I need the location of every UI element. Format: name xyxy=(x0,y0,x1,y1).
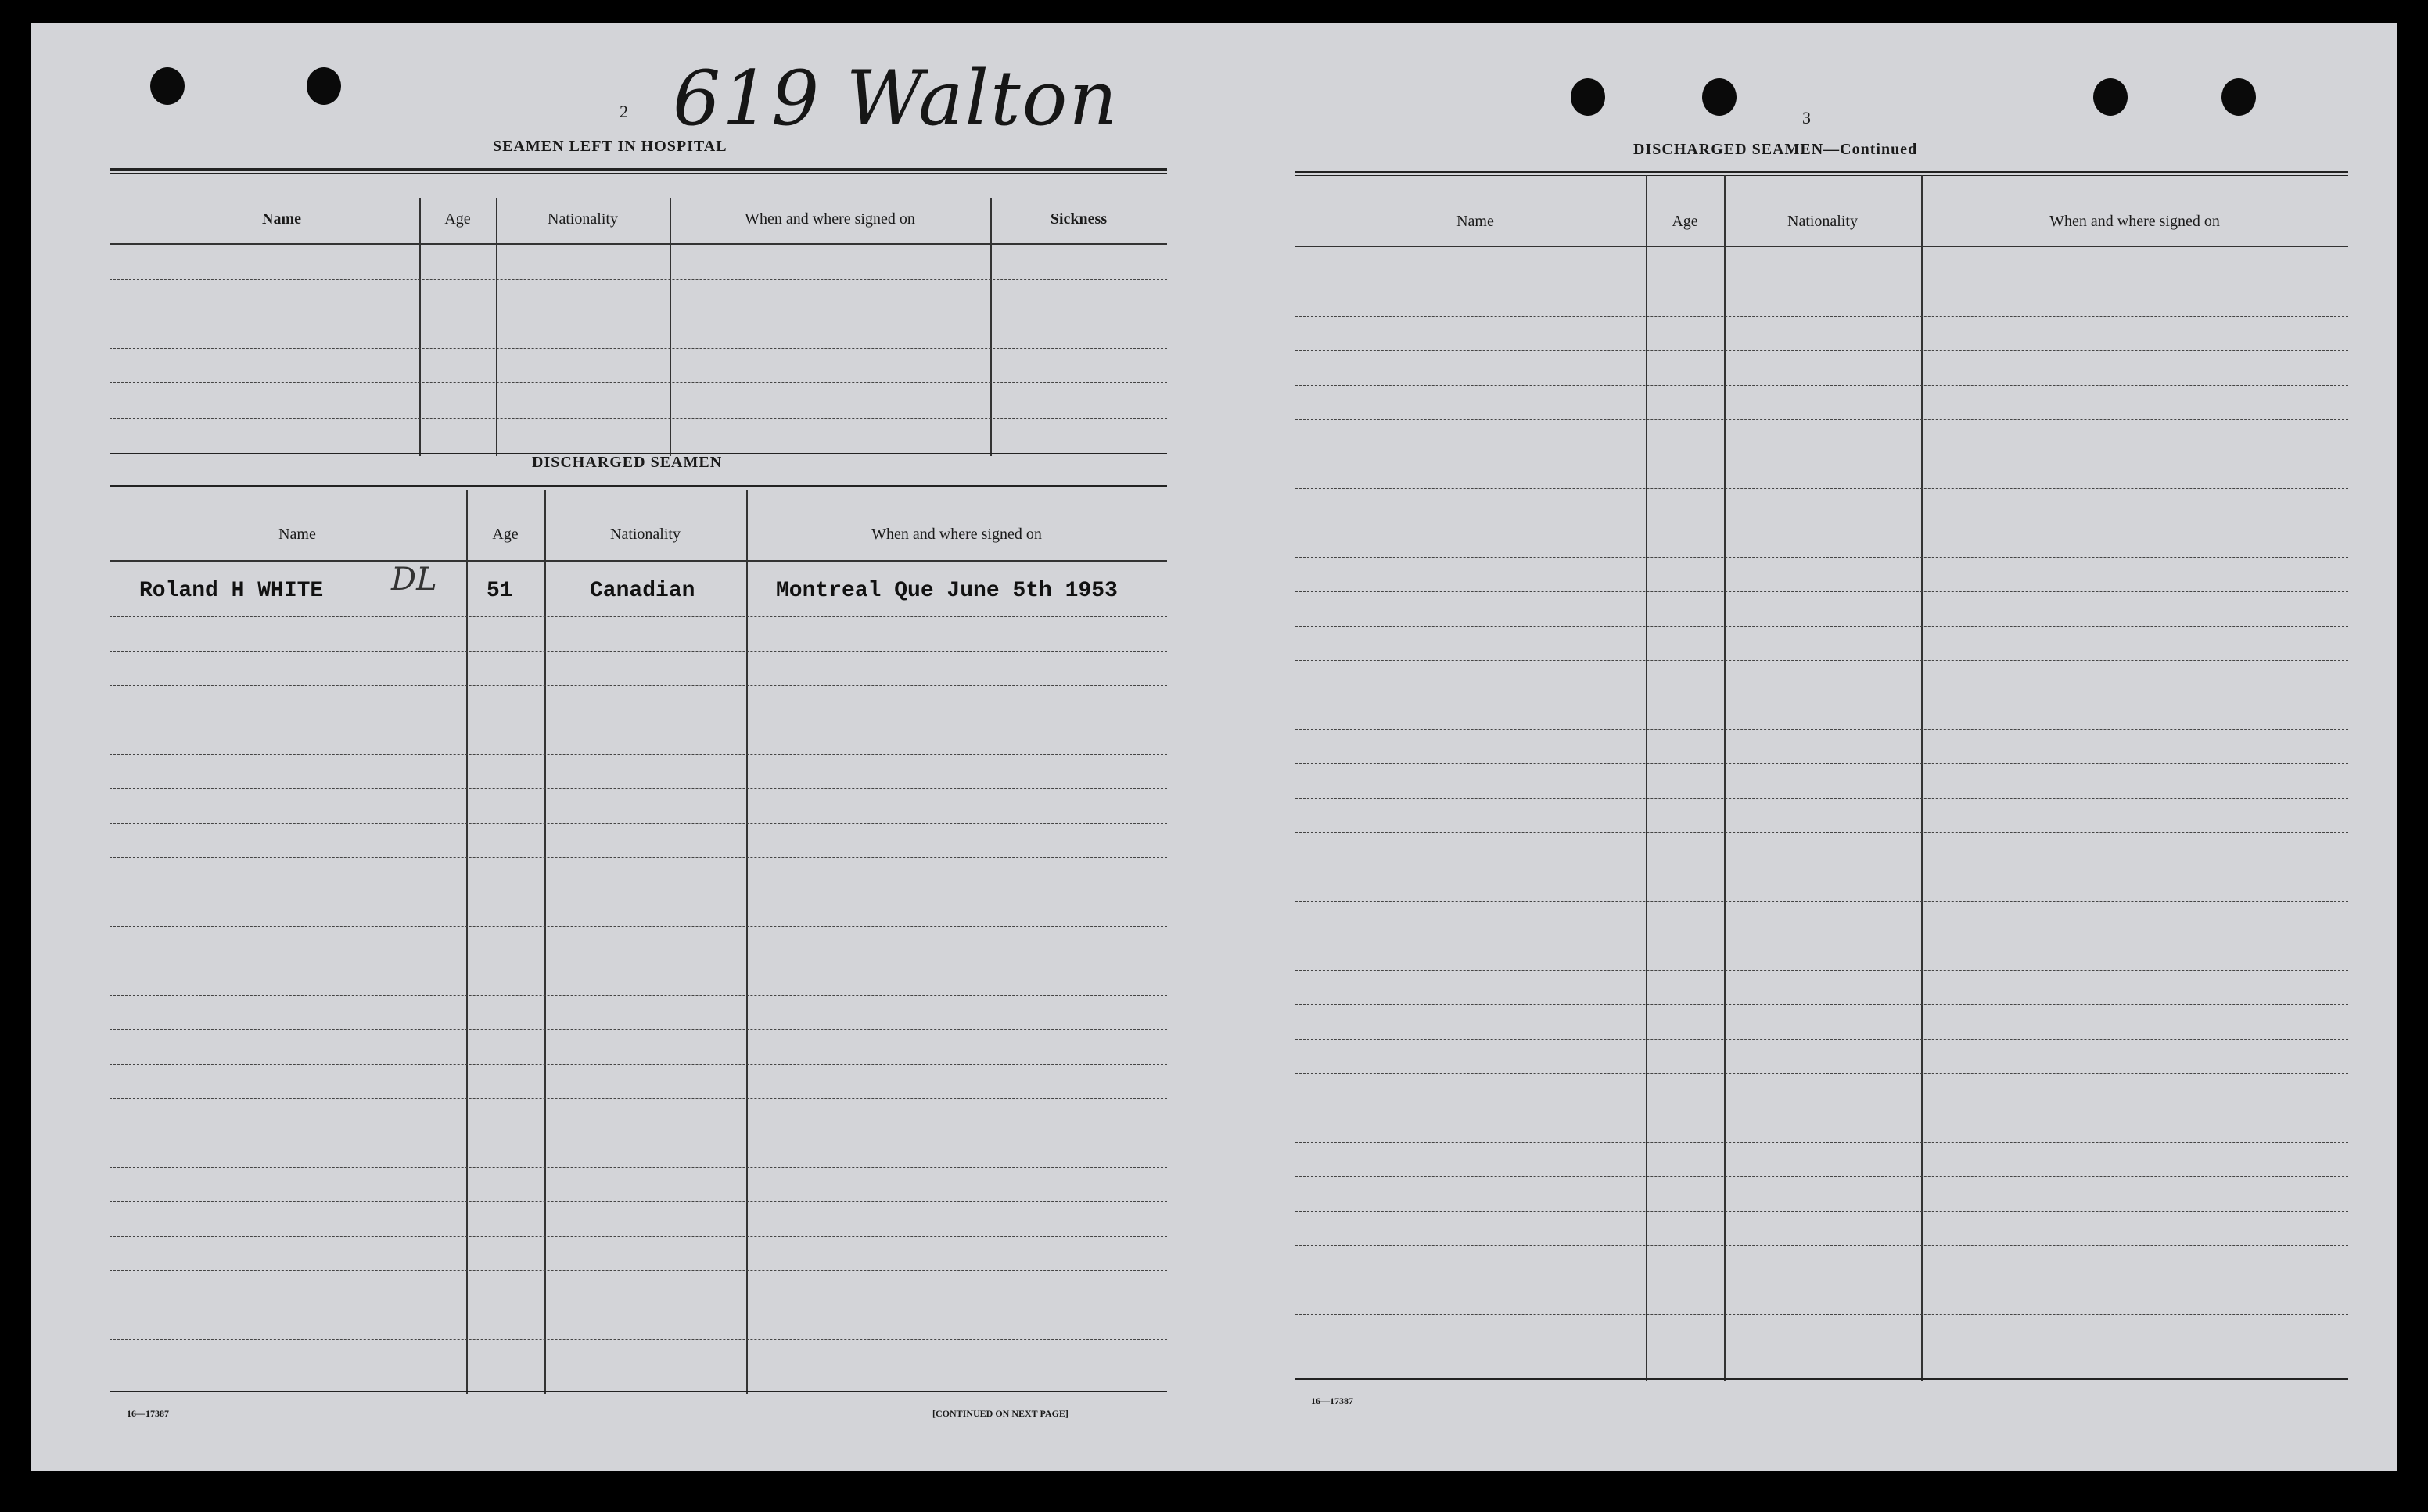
ruled-line xyxy=(1295,763,2348,764)
handwritten-annotation: 619 Walton xyxy=(673,55,1119,142)
ruled-line xyxy=(1295,1142,2348,1143)
ruled-line xyxy=(110,616,1167,617)
ruled-line xyxy=(110,1201,1167,1202)
ruled-line xyxy=(1295,316,2348,317)
punch-hole xyxy=(150,67,185,105)
ruled-line xyxy=(110,1339,1167,1340)
right-header-age: Age xyxy=(1672,213,1698,230)
ruled-line xyxy=(110,1270,1167,1271)
ruled-line xyxy=(1295,1073,2348,1074)
discharged-header-nationality: Nationality xyxy=(610,526,681,543)
seaman-signed-on: Montreal Que June 5th 1953 xyxy=(776,579,1118,603)
hospital-header-signed-on: When and where signed on xyxy=(745,210,915,228)
ruled-line xyxy=(1295,1176,2348,1177)
ruled-line xyxy=(1295,1211,2348,1212)
ruled-line xyxy=(1295,832,2348,833)
ruled-line xyxy=(1295,901,2348,902)
ruled-line xyxy=(1295,557,2348,558)
hospital-header-age: Age xyxy=(444,210,471,228)
ruled-line xyxy=(110,1029,1167,1030)
hospital-header-nationality: Nationality xyxy=(548,210,618,228)
page-number-left: 2 xyxy=(620,102,628,121)
punch-hole xyxy=(2221,78,2256,116)
punch-hole xyxy=(307,67,341,105)
ruled-line xyxy=(1295,729,2348,730)
hospital-header-name: Name xyxy=(262,210,301,228)
form-number-left: 16—17387 xyxy=(127,1408,169,1419)
ruled-line xyxy=(1295,1004,2348,1005)
ruled-line xyxy=(1295,798,2348,799)
handwritten-initials: DL xyxy=(391,562,437,598)
ruled-line xyxy=(1295,1245,2348,1246)
ruled-line xyxy=(110,754,1167,755)
ruled-line xyxy=(110,1064,1167,1065)
ruled-line xyxy=(1295,591,2348,592)
right-title-suffix: —Continued xyxy=(1823,141,1918,158)
ruled-line xyxy=(1295,385,2348,386)
ruled-line xyxy=(110,995,1167,996)
ruled-line xyxy=(1295,419,2348,420)
ruled-line xyxy=(110,926,1167,927)
ruled-line xyxy=(110,1167,1167,1168)
seaman-name: Roland H WHITE xyxy=(139,579,324,603)
form-sheet xyxy=(31,23,2397,1471)
ruled-line xyxy=(110,857,1167,858)
punch-hole xyxy=(1571,78,1605,116)
right-title xyxy=(1633,141,1917,159)
ruled-line xyxy=(110,685,1167,686)
seaman-age: 51 xyxy=(487,579,513,603)
discharged-title: DISCHARGED SEAMEN xyxy=(532,454,723,471)
ruled-line xyxy=(1295,660,2348,661)
ruled-line xyxy=(110,788,1167,789)
ruled-line xyxy=(1295,350,2348,351)
hospital-table xyxy=(110,168,1167,456)
discharged-header-age: Age xyxy=(492,526,519,543)
ruled-line xyxy=(1295,626,2348,627)
discharged-header-signed-on: When and where signed on xyxy=(871,526,1042,543)
form-number-right: 16—17387 xyxy=(1311,1395,1353,1406)
ruled-line xyxy=(110,1098,1167,1099)
right-header-signed-on: When and where signed on xyxy=(2049,213,2220,230)
right-title-main: DISCHARGED SEAMEN xyxy=(1633,141,1824,158)
ruled-line xyxy=(1295,488,2348,489)
punch-hole xyxy=(1702,78,1737,116)
hospital-title: SEAMEN LEFT IN HOSPITAL xyxy=(493,138,727,155)
ruled-line xyxy=(110,823,1167,824)
ruled-line xyxy=(110,651,1167,652)
ruled-line xyxy=(110,1236,1167,1237)
right-discharged-table xyxy=(1295,171,2348,1381)
discharged-table xyxy=(110,485,1167,1394)
ruled-line xyxy=(1295,970,2348,971)
right-header-nationality: Nationality xyxy=(1787,213,1858,230)
right-header-name: Name xyxy=(1456,213,1494,230)
discharged-header-name: Name xyxy=(278,526,316,543)
seaman-nationality: Canadian xyxy=(590,579,695,603)
page-number-right: 3 xyxy=(1802,108,1811,127)
hospital-header-sickness: Sickness xyxy=(1050,210,1108,228)
ruled-line xyxy=(1295,1039,2348,1040)
continued-note: [CONTINUED ON NEXT PAGE] xyxy=(932,1408,1069,1419)
ruled-line xyxy=(1295,1314,2348,1315)
punch-hole xyxy=(2093,78,2128,116)
